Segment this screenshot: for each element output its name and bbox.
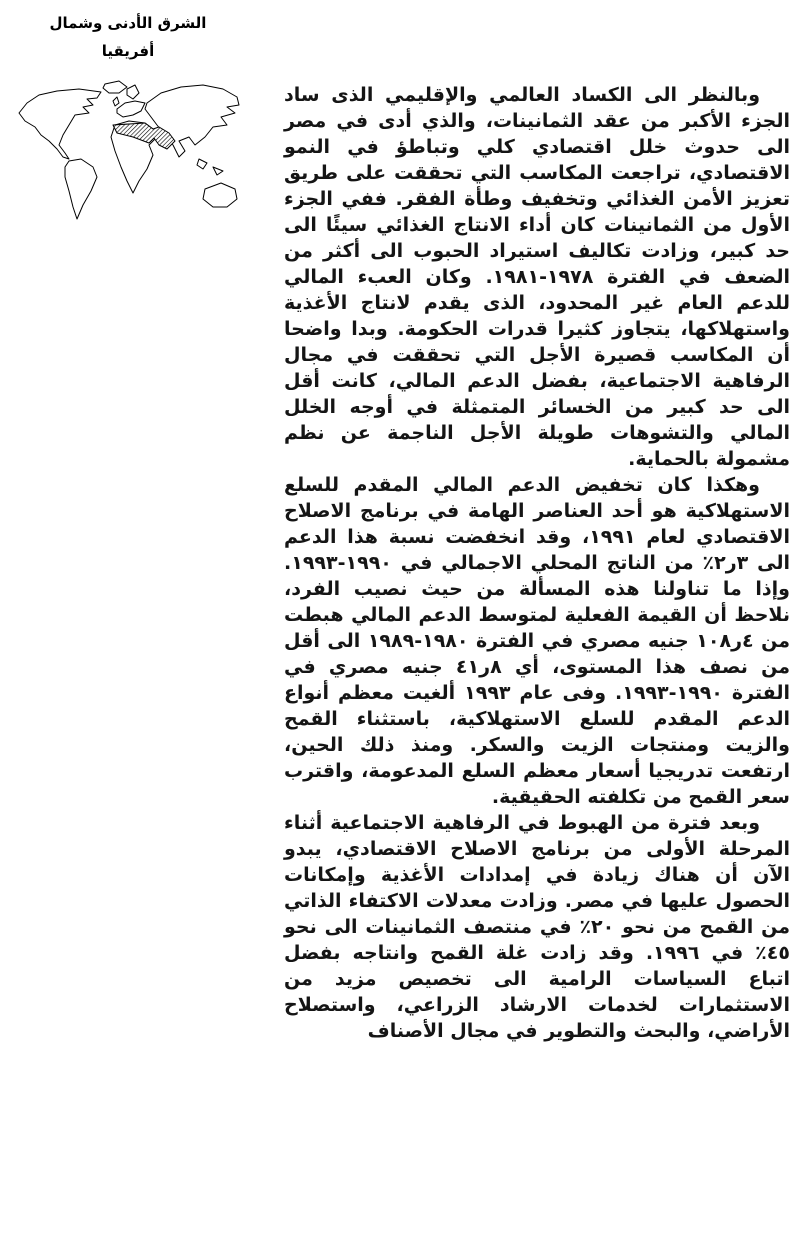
map-greenland <box>103 81 127 93</box>
map-title-line2: أفريقيا <box>101 42 155 60</box>
paragraph-1: وبالنظر الى الكساد العالمي والإقليمي الذى ساد الجزء الأكبر من عقد الثمانينات، والذي أدى في مصر الى حدوث خلل اقتصادي كلي وتباطؤ في النمو الاقتصادي، تراجعت المكاسب التي تحققت على طريق تعزيز الأمن الغذائي وتخفيف وطأة الفقر. ففي الجزء الأول من الثمانينات كان أداء الانتاج الغذائي سيئًا الى حد كبير، وزادت تكاليف استيراد الحبوب الى أكثر من الضعف في الفترة ١٩٧٨-١٩٨١. وكان العبء المالي للدعم العام غير المحدود، الذى يقدم لانتاج الأغذية واستهلاكها، يتجاوز كثيرا قدرات الحكومة. وبدا واضحا أن المكاسب قصيرة الأجل التي تحققت في مجال الرفاهية الاجتماعية، بفضل الدعم المالي، كانت أقل الى حد كبير من الخسائر المتمثلة في أوجه الخلل المالي والتشوهات طويلة الأجل الناجمة عن نظم مشمولة بالحماية. <box>284 84 790 470</box>
world-map <box>13 78 243 230</box>
map-islands-1 <box>197 159 207 169</box>
article-text <box>284 82 790 1044</box>
map-australia <box>203 183 237 207</box>
map-scandinavia <box>127 85 139 99</box>
map-islands-2 <box>213 167 223 175</box>
map-title-line1: الشرق الأدنى وشمال <box>49 14 207 32</box>
map-uk <box>113 97 119 106</box>
map-title <box>6 12 250 62</box>
paragraph-3: وبعد فترة من الهبوط في الرفاهية الاجتماعية أثناء المرحلة الأولى من برنامج الاصلاح الاقتصادي، يبدو الآن أن هناك زيادة في إمدادات الأغذية وإمكانات الحصول عليها في مصر. وزادت معدلات الاكتفاء الذاتي من القمح من نحو ٢٠٪ في منتصف الثمانينات الى نحو ٤٥٪ في ١٩٩٦. وقد زادت غلة القمح وانتاجه بفضل اتباع السياسات الرامية الى تخصيص مزيد من الاستثمارات لخدمات الارشاد الزراعي، واستصلاح الأراضي، والبحث والتطوير في مجال الأصناف <box>284 812 790 1042</box>
map-section <box>6 12 250 230</box>
map-asia <box>145 85 239 157</box>
paragraph-2: وهكذا كان تخفيض الدعم المالي المقدم للسلع الاستهلاكية هو أحد العناصر الهامة في برنامج الاصلاح الاقتصادي لعام ١٩٩١، وقد انخفضت نسبة هذا الدعم الى ٣ر٢٪ من الناتج المحلي الاجمالي في ١٩٩٠-١٩٩٣. وإذا ما تناولنا هذه المسألة من حيث نصيب الفرد، نلاحظ أن القيمة الفعلية لمتوسط الدعم المالي هبطت من ٤ر١٠٨ جنيه مصري في الفترة ١٩٨٠-١٩٨٩ الى أقل من نصف هذا المستوى، أي ٨ر٤١ جنيه مصري في الفترة ١٩٩٠-١٩٩٣. وفى عام ١٩٩٣ ألغيت معظم أنواع الدعم المقدم للسلع الاستهلاكية، باستثناء القمح والزيت ومنتجات الزيت والسكر. ومنذ ذلك الحين، ارتفعت تدريجيا أسعار معظم السلع المدعومة، واقترب سعر القمح من تكلفته الحقيقية. <box>284 474 790 808</box>
map-north-america <box>19 89 101 159</box>
map-south-america <box>65 159 97 219</box>
map-europe <box>117 101 145 117</box>
